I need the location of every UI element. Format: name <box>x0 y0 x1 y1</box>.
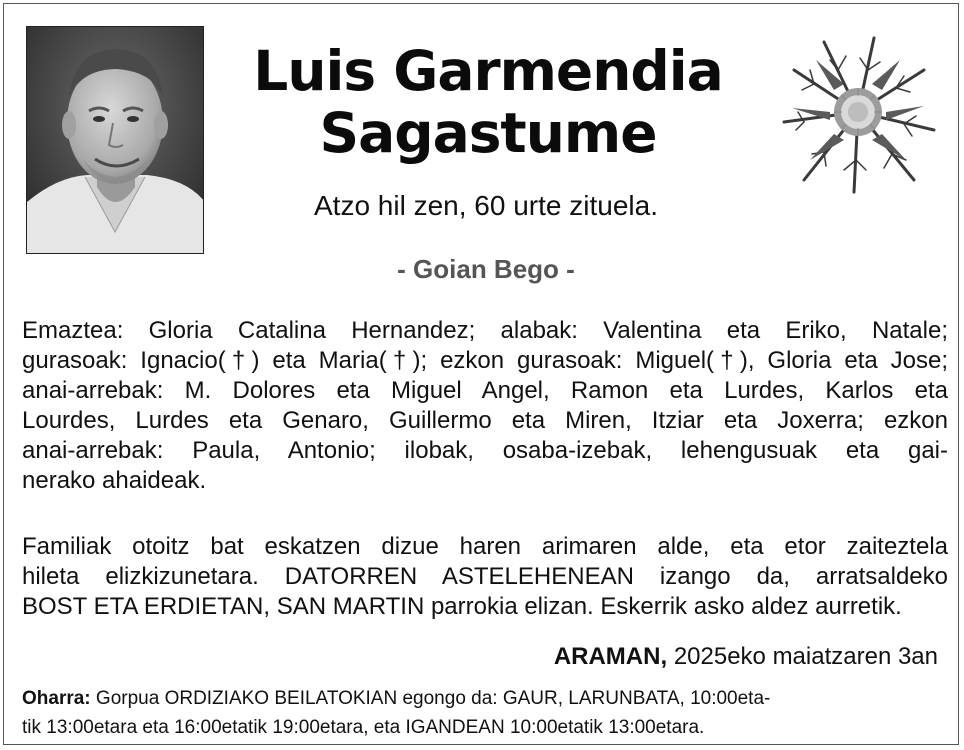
invitation-line: hileta elizkizunetara. DATORREN ASTELEHENEAN izango da, arratsaldeko <box>22 563 948 590</box>
sign-place: ARAMAN, <box>553 643 668 670</box>
note-label: Oharra: <box>22 688 91 709</box>
invitation-line: BOST ETA ERDIETAN, SAN MARTIN parrokia elizan. Eskerrik asko aldez aurretik. <box>22 593 902 620</box>
family-paragraph <box>22 316 948 496</box>
goian-bego-heading: - Goian Bego - <box>397 254 575 284</box>
deceased-name <box>214 40 762 164</box>
name-line-2: Sagastume <box>319 101 657 165</box>
family-line: anai-arrebak: M. Dolores eta Miguel Angel, Ramon eta Lurdes, Karlos eta <box>22 377 948 404</box>
sign-date: 2025eko maiatzaren 3an <box>673 643 938 670</box>
family-line: nerako ahaideak. <box>22 467 207 494</box>
family-line: Lourdes, Lurdes eta Genaro, Guillermo eta Miren, Itziar eta Joxerra; ezkon <box>22 407 948 434</box>
invitation-line: Familiak otoitz bat eskatzen dizue haren arimaren alde, eta etor zaiteztela <box>22 533 948 560</box>
note-section <box>22 684 948 742</box>
obituary-notice <box>3 3 959 745</box>
thistle-flower-icon <box>774 30 942 200</box>
family-line: anai-arrebak: Paula, Antonio; ilobak, osaba-izebak, lehengusuak eta gai- <box>22 437 948 464</box>
funeral-invitation <box>22 532 948 622</box>
note-line: Gorpua ORDIZIAKO BEILATOKIAN egongo da: GAUR, LARUNBATA, 10:00eta- <box>95 688 771 709</box>
name-line-1: Luis Garmendia <box>253 39 723 103</box>
family-line: gurasoak: Ignacio(†) eta Maria(†); ezkon gurasoak: Miguel(†), Gloria eta Jose; <box>22 347 948 374</box>
family-line: Emaztea: Gloria Catalina Hernandez; alabak: Valentina eta Eriko, Natale; <box>22 317 948 344</box>
note-line: tik 13:00etara eta 16:00etatik 19:00etara, eta IGANDEAN 10:00etatik 13:00etara. <box>22 717 705 738</box>
portrait-photo <box>26 26 204 254</box>
place-and-date <box>554 642 938 672</box>
death-subtitle: Atzo hil zen, 60 urte zituela. <box>314 190 658 221</box>
